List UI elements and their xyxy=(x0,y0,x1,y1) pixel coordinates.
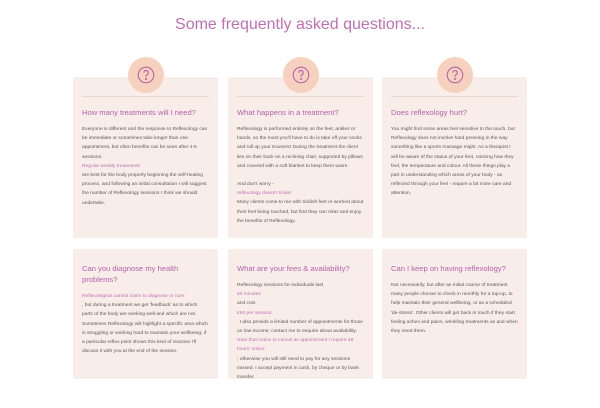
answer-text: Not necessarily, but after an initial course of treatment many people choose to check in monthly for a top-up, to help maintain their general wellbeing, or as a scheduled 'de-stress'. Other clients will get back in touch if they start feeling aches and pains, wrinkling treatments as and when they need them. xyxy=(391,283,518,335)
question-mark-icon xyxy=(135,64,157,86)
answer-text: Many clients come to me with ticklish feet or worried about their feet being touched, but find they can relax and enjoy the benefits of Reflexology. xyxy=(237,200,364,224)
answer-text: and cost xyxy=(237,301,256,307)
question-mark-icon xyxy=(290,64,312,86)
faq-card-treatment-process xyxy=(228,77,373,238)
answer-text: Reflexology sessions for individuals last xyxy=(237,283,324,288)
faq-card-treatments-needed xyxy=(73,77,218,238)
faq-question: Can I keep on having reflexology? xyxy=(391,264,506,273)
answer-link[interactable]: £60 per session xyxy=(237,310,272,316)
card-divider xyxy=(391,96,518,97)
answer-link[interactable]: Reflexologists cannot claim to diagnose or cure xyxy=(82,294,185,299)
question-mark-icon-badge xyxy=(437,57,473,93)
card-divider xyxy=(82,96,209,97)
faq-answer xyxy=(82,125,209,208)
answer-text: Everyone is different and the response to Reflexology can be immediate or sometimes take longer than one appointment, but often benefits can be seen after 4-5 sessions. xyxy=(82,127,208,160)
faq-card-diagnose xyxy=(73,249,218,379)
faq-question: Can you diagnose my health problems? xyxy=(82,264,179,284)
faq-answer xyxy=(391,281,518,336)
answer-link[interactable]: reflexology doesn't tickle! xyxy=(237,191,292,197)
faq-card-fees xyxy=(228,249,373,379)
faq-answer xyxy=(237,125,364,226)
card-divider xyxy=(237,96,364,97)
faq-card-does-it-hurt xyxy=(382,77,527,238)
answer-text: . I also provide a limited number of appointments for those on low-income; contact me to enquire about availability. xyxy=(237,319,363,335)
faq-question: Does reflexology hurt? xyxy=(391,108,467,117)
faq-question: What happens in a treatment? xyxy=(237,108,339,117)
faq-card-keep-having xyxy=(382,249,527,379)
question-mark-icon-badge xyxy=(283,57,319,93)
answer-text: You might find some areas feel sensitive to the touch, but Reflexology does not involve hard pressing in the way something like a sports massage might. As a therapist I will be aware of the status of your feet, noticing how they feel, the temperature and colour. All these things play a part in understanding which areas of your body - as reflected through your feet - require a bit more care and attention. xyxy=(391,127,515,197)
faq-answer xyxy=(82,292,209,356)
faq-answer xyxy=(237,281,364,379)
answer-text: ; otherwise you will still need to pay for any sessions missed. I accept payment in cash, by cheque or by bank transfer. xyxy=(237,356,359,379)
question-mark-icon-badge xyxy=(128,57,164,93)
answer-link[interactable]: Regular weekly treatments xyxy=(82,163,140,169)
faq-answer xyxy=(391,125,518,199)
question-mark-icon xyxy=(444,64,466,86)
answer-text: And don't worry - xyxy=(237,182,274,188)
answer-text: Reflexology is performed entirely on the feet, ankles or hands, so the most you'll have to do is take off your socks and roll up your trousers! During the treatment the client lies on their back on a reclining chair, supported by pillows and covered with a soft blanket to keep them warm. xyxy=(237,127,363,169)
answer-text: , but during a treatment we get 'feedback' as to which parts of the body are working well and which are not. Sometimes Reflexology will highlight a specific area which is struggling or working hard to maintain your wellbeing; if a particular reflex point shows this kind of reaction I'll discuss it with you at the end of the session. xyxy=(82,303,208,355)
faq-question: How many treatments will I need? xyxy=(82,108,196,117)
answer-text: are best for the body properly beginning the self-healing process, and following an initial consultation I will suggest the number of Reflexology sessions I think we should undertake. xyxy=(82,173,207,206)
answer-link[interactable]: Note that notice to cancel an appointment I require 48 hours' notice xyxy=(237,338,354,353)
page-title: Some frequently asked questions... xyxy=(175,16,425,33)
faq-question: What are your fees & availability? xyxy=(237,264,350,273)
answer-link[interactable]: 50 minutes xyxy=(237,292,261,298)
